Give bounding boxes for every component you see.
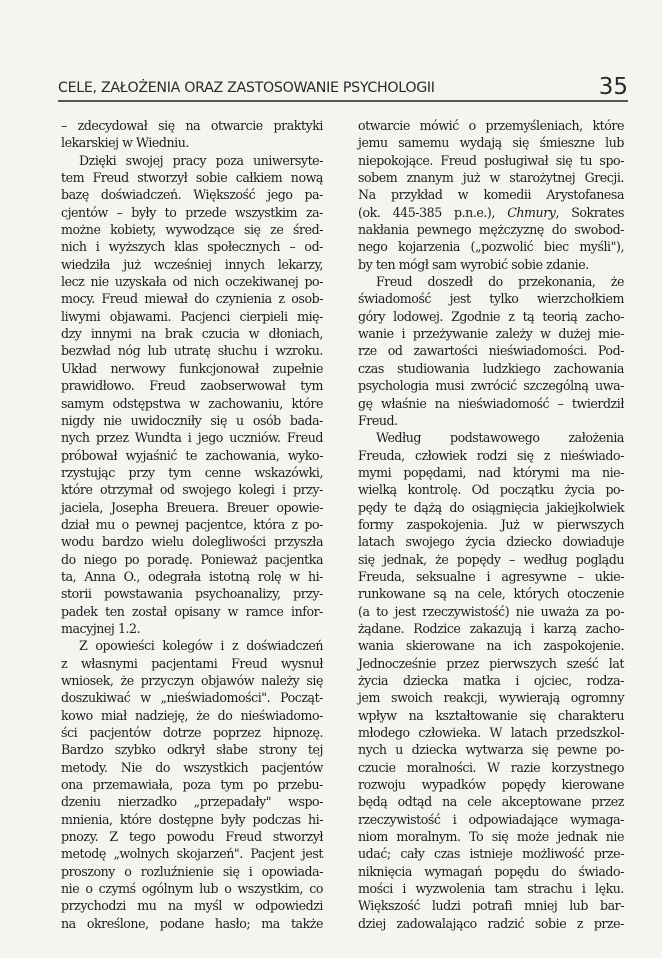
text-line: bazę doświadczeń. Większość jego pa- — [61, 187, 323, 203]
text-line: się jednak, że popędy – według poglądu — [358, 551, 624, 567]
text-line: nich i wyższych klas społecznych – od- — [61, 239, 323, 255]
text-line: będą odtąd na cele akceptowane przez — [358, 794, 624, 810]
text-line: Na przykład w komedii Arystofanesa — [358, 187, 624, 203]
text-line: Bardzo szybko odkrył słabe strony tej — [61, 742, 323, 758]
text-line: rozwoju wypadków popędy kierowane — [358, 777, 624, 793]
text-line: Według podstawowego założenia — [376, 430, 624, 446]
text-line: (a to jest rzeczywistość) nie uważa za po- — [358, 603, 624, 619]
text-line: lekarskiej w Wiedniu. — [61, 135, 189, 151]
text-line: psychologia musi zwrócić szczególną uwa- — [358, 378, 624, 394]
text-line: latach swojego życia dziecko dowiaduje — [358, 534, 624, 550]
text-line: rzystując przy tym cenne wskazówki, — [61, 464, 323, 480]
text-line: runkowane są na cele, których otoczenie — [358, 586, 624, 602]
text-line: wodu bardzo wielu dolegliwości przyszła — [61, 534, 323, 550]
text-line: świadomość jest tylko wierzchołkiem — [358, 291, 624, 307]
text-line: tem Freud stworzył sobie całkiem nową — [61, 170, 323, 186]
text-line: Freuda, człowiek rodzi się z nieświado- — [358, 447, 624, 463]
text-line: rzeczywistość i odpowiadające wymaga- — [358, 811, 624, 827]
text-line: Freuda, seksualne i agresywne – ukie- — [358, 568, 624, 584]
text-line: storii powstawania psychoanalizy, przy- — [61, 586, 323, 602]
text-line: nigdy nie uwidoczniły się u osób bada- — [61, 412, 323, 428]
text-line: (ok. 445-385 p.n.e.), Chmury, Sokrates — [358, 204, 624, 220]
text-line: prawidłowo. Freud zaobserwował tym — [61, 378, 323, 394]
text-line: młodego człowieka. W latach przedszkol- — [358, 725, 624, 741]
text-line: nakłania pewnego mężczyznę do swobod- — [358, 222, 624, 238]
text-line: otwarcie mówić o przemyśleniach, które — [358, 118, 624, 133]
text-line: Jednocześnie przez pierwszych sześć lat — [358, 655, 624, 671]
text-line: lecz nie uzyskała od nich oczekiwanej po- — [61, 274, 323, 290]
text-line: padek ten został opisany w ramce infor- — [61, 603, 323, 619]
text-line: mymi popędami, nad którymi ma nie- — [358, 464, 624, 480]
text-line: żądane. Rodzice zakazują i karzą zacho- — [358, 620, 624, 636]
text-line: Freud. — [358, 412, 398, 428]
text-line: proszony o rozluźnienie się i opowiada- — [61, 863, 323, 879]
text-line: dzeniu nierzadko „przepadały" wspo- — [61, 794, 323, 810]
text-line: Większość ludzi potrafi mniej lub bar- — [358, 898, 624, 914]
text-line: wpływ na kształtowanie się charakteru — [358, 707, 624, 723]
text-line: wniosek, że przyczyn objawów należy się — [61, 673, 323, 688]
text-line: wanie i przeżywanie zależy w dużej mie- — [358, 326, 624, 342]
text-line: niknięcia wymagań popędu do świado- — [358, 863, 624, 879]
text-line: które otrzymał od swojego kolegi i przy- — [61, 482, 323, 498]
text-line: nie o czymś ogólnym lub o wszystkim, co — [61, 881, 323, 897]
text-line: jem swoich reakcji, wywierają ogromny — [358, 690, 624, 706]
text-line: formy zaspokojenia. Już w pierwszych — [358, 516, 624, 532]
text-line: metody. Nie do wszystkich pacjentów — [61, 759, 323, 775]
text-line: rze od zawartości nieświadomości. Pod- — [358, 343, 624, 359]
text-line: mocy. Freud miewał do czynienia z osob- — [61, 291, 323, 307]
text-line: mnienia, które dostępne były podczas hi- — [61, 811, 323, 827]
text-line: wania skierowane na ich zaspokojenie. — [358, 638, 624, 654]
text-line: do niego po poradę. Ponieważ pacjentka — [61, 551, 323, 567]
text-line: macyjnej 1.2. — [61, 620, 141, 636]
text-line: czas studiowania ludzkiego zachowania — [358, 360, 624, 376]
text-line: góry lodowej. Zgodnie z tą teorią zacho- — [358, 308, 624, 324]
text-line: nych przez Wundta i jego uczniów. Freud — [61, 430, 323, 446]
text-line: liwymi objawami. Pacjenci cierpieli mię- — [61, 308, 323, 324]
text-line: dział mu o pewnej pacjentce, która z po- — [61, 516, 323, 532]
text-line: niepokojące. Freud posługiwał się tu spo- — [358, 152, 624, 168]
text-line: bezwład nóg lub utratę słuchu i wzroku. — [61, 343, 323, 359]
text-line: doszukiwać w „nieświadomości". Począt- — [61, 690, 323, 706]
text-line: możne kobiety, wywodzące się ze śred- — [61, 222, 323, 238]
text-line: Z opowieści kolegów i z doświadczeń — [79, 638, 323, 654]
text-line: Dzięki swojej pracy poza uniwersyte- — [79, 152, 323, 168]
text-line: ści pacjentów dotrze poprzez hipnozę. — [61, 725, 323, 741]
header-rule — [58, 100, 628, 102]
text-line: ta, Anna O., odegrała istotną rolę w hi- — [61, 568, 323, 584]
text-line: czucie moralności. W razie korzystnego — [358, 759, 624, 775]
text-line: nego kojarzenia („pozwolić biec myśli"), — [358, 239, 624, 255]
text-line: Układ nerwowy funkcjonował zupełnie — [61, 360, 323, 376]
text-line: wiedziła już wcześniej innych lekarzy, — [61, 256, 323, 272]
text-line: dzy innymi na brak czucia w dłoniach, — [61, 326, 323, 342]
text-line: Freud doszedł do przekonania, że — [376, 274, 624, 290]
text-line: by ten mógł sam wyrobić sobie zdanie. — [358, 256, 589, 272]
text-line: gę właśnie na nieświadomość – twierdził — [358, 395, 624, 411]
text-line: przychodzi mu na myśl w odpowiedzi — [61, 898, 323, 914]
text-line: mości i wyzwolenia tam strachu i lęku. — [358, 881, 624, 897]
text-line: nych u dziecka wytwarza się pewne po- — [358, 742, 624, 758]
text-line: kowo miał nadzieję, że do nieświadomo- — [61, 707, 323, 723]
text-line: – zdecydował się na otwarcie praktyki — [61, 118, 323, 133]
text-line: życia dziecka matka i ojciec, rodza- — [358, 673, 624, 688]
right-column — [358, 117, 624, 932]
text-line: wielką kontrolę. Od początku życia po- — [358, 482, 624, 498]
chapter-title: CELE, ZAŁOŻENIA ORAZ ZASTOSOWANIE PSYCHOLOGII — [58, 80, 435, 96]
page-number: 35 — [598, 74, 628, 100]
text-line: dziej zadowalająco radzić sobie z prze- — [358, 915, 624, 931]
text-line: sobem znanym już w starożytnej Grecji. — [358, 170, 624, 186]
running-header — [58, 70, 628, 100]
text-line: samym odstępstwa w zachowaniu, które — [61, 395, 323, 411]
text-line: udać; cały czas istnieje możliwość prze- — [358, 846, 624, 862]
text-line: na określone, podane hasło; ma także — [61, 915, 323, 931]
text-line: pędy te dążą do osiągnięcia jakiejkolwiek — [358, 499, 624, 515]
text-line: z własnymi pacjentami Freud wysnuł — [61, 655, 323, 671]
text-line: jemu samemu wydają się śmieszne lub — [358, 135, 624, 151]
text-line: metodę „wolnych skojarzeń". Pacjent jest — [61, 846, 323, 862]
text-line: cjentów – były to przede wszystkim za- — [61, 204, 323, 220]
left-column — [61, 117, 323, 932]
text-line: pnozy. Z tego powodu Freud stworzył — [61, 829, 323, 845]
text-line: niom moralnym. To się może jednak nie — [358, 829, 624, 845]
text-line: ona przemawiała, poza tym po przebu- — [61, 777, 323, 793]
text-line: próbował wyjaśnić te zachowania, wyko- — [61, 447, 323, 463]
text-line: jaciela, Josepha Breuera. Breuer opowie- — [61, 499, 323, 515]
